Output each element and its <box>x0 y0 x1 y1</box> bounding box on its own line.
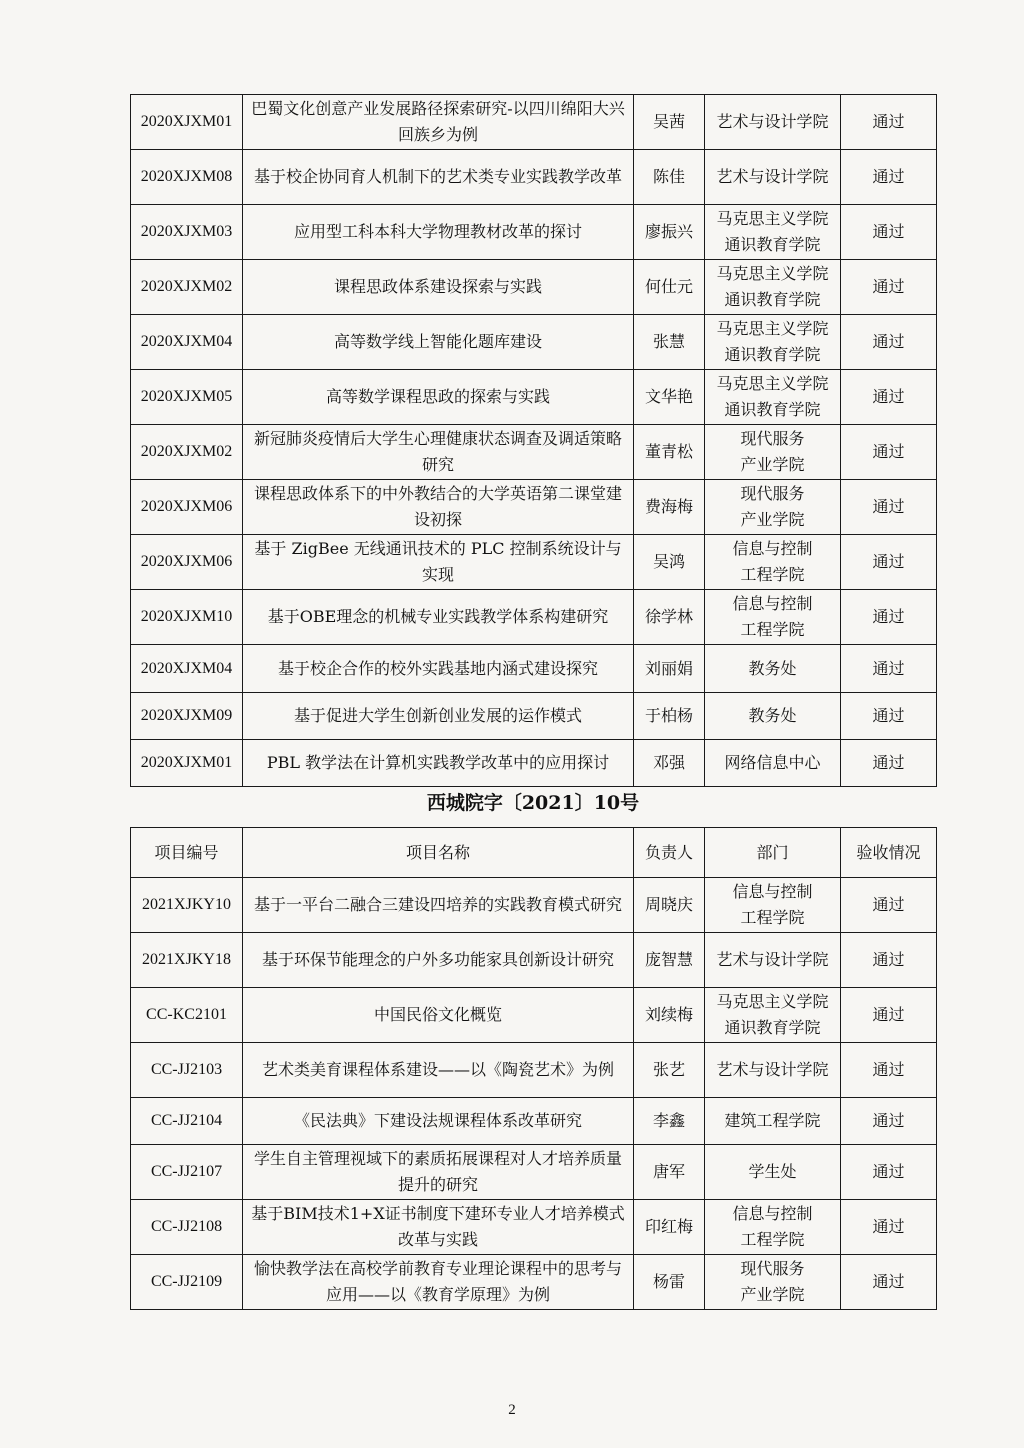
project-code: 2020XJXM03 <box>131 205 243 260</box>
department <box>705 645 841 693</box>
project-leader: 杨雷 <box>634 1255 705 1310</box>
acceptance-result: 通过 <box>841 370 937 425</box>
project-code: 2020XJXM01 <box>131 740 243 787</box>
header-dept: 部门 <box>705 828 841 878</box>
acceptance-result: 通过 <box>841 535 937 590</box>
department <box>705 740 841 787</box>
project-code: 2021XJKY10 <box>131 878 243 933</box>
project-leader: 张慧 <box>634 315 705 370</box>
project-name: 课程思政体系建设探索与实践 <box>243 260 634 315</box>
project-leader: 周晓庆 <box>634 878 705 933</box>
acceptance-result: 通过 <box>841 590 937 645</box>
project-name: 基于BIM技术1+X证书制度下建环专业人才培养模式改革与实践 <box>243 1200 634 1255</box>
department-line: 通识教育学院 <box>724 290 821 309</box>
project-leader: 吴鸿 <box>634 535 705 590</box>
project-name: 基于一平台二融合三建设四培养的实践教育模式研究 <box>243 878 634 933</box>
department-line: 通识教育学院 <box>724 345 821 364</box>
project-table-2020 <box>130 94 937 787</box>
acceptance-result: 通过 <box>841 260 937 315</box>
table-row <box>131 480 937 535</box>
acceptance-result: 通过 <box>841 95 937 150</box>
project-code: 2020XJXM09 <box>131 693 243 740</box>
project-name: 新冠肺炎疫情后大学生心理健康状态调查及调适策略研究 <box>243 425 634 480</box>
project-code: CC-JJ2107 <box>131 1145 243 1200</box>
department-line: 产业学院 <box>740 455 805 474</box>
department-line: 马克思主义学院 <box>716 374 829 393</box>
project-leader: 吴茜 <box>634 95 705 150</box>
department-line: 通识教育学院 <box>724 1018 821 1037</box>
acceptance-result: 通过 <box>841 205 937 260</box>
department <box>705 95 841 150</box>
table-row <box>131 535 937 590</box>
project-leader: 文华艳 <box>634 370 705 425</box>
department-line: 工程学院 <box>740 620 805 639</box>
acceptance-result: 通过 <box>841 1145 937 1200</box>
acceptance-result: 通过 <box>841 693 937 740</box>
project-table-2021 <box>130 827 937 1310</box>
department <box>705 1043 841 1098</box>
department <box>705 480 841 535</box>
acceptance-result: 通过 <box>841 933 937 988</box>
project-leader: 李鑫 <box>634 1098 705 1145</box>
department <box>705 590 841 645</box>
acceptance-result: 通过 <box>841 1255 937 1310</box>
department <box>705 205 841 260</box>
table-row <box>131 1098 937 1145</box>
department-line: 艺术与设计学院 <box>716 112 829 131</box>
department <box>705 933 841 988</box>
project-leader: 印红梅 <box>634 1200 705 1255</box>
project-name: 基于 ZigBee 无线通讯技术的 PLC 控制系统设计与实现 <box>243 535 634 590</box>
project-code: 2020XJXM04 <box>131 315 243 370</box>
project-name: 基于OBE理念的机械专业实践教学体系构建研究 <box>243 590 634 645</box>
department-line: 工程学院 <box>740 565 805 584</box>
acceptance-result: 通过 <box>841 878 937 933</box>
project-code: CC-JJ2103 <box>131 1043 243 1098</box>
header-code: 项目编号 <box>131 828 243 878</box>
department-line: 教务处 <box>748 706 797 725</box>
table-row <box>131 645 937 693</box>
department-line: 马克思主义学院 <box>716 264 829 283</box>
table-row <box>131 1145 937 1200</box>
department <box>705 150 841 205</box>
department-line: 网络信息中心 <box>724 753 821 772</box>
department-line: 现代服务 <box>740 484 805 503</box>
project-leader: 徐学林 <box>634 590 705 645</box>
table-row <box>131 315 937 370</box>
table-row <box>131 878 937 933</box>
department <box>705 1200 841 1255</box>
table-body <box>131 878 937 1310</box>
table-row <box>131 1200 937 1255</box>
department-line: 信息与控制 <box>732 1204 813 1223</box>
department-line: 产业学院 <box>740 510 805 529</box>
department-line: 学生处 <box>748 1162 797 1181</box>
project-code: 2020XJXM10 <box>131 590 243 645</box>
project-name: 基于校企合作的校外实践基地内涵式建设探究 <box>243 645 634 693</box>
project-code: CC-KC2101 <box>131 988 243 1043</box>
department-line: 现代服务 <box>740 429 805 448</box>
project-leader: 于柏杨 <box>634 693 705 740</box>
department-line: 马克思主义学院 <box>716 209 829 228</box>
project-code: 2021XJKY18 <box>131 933 243 988</box>
acceptance-result: 通过 <box>841 315 937 370</box>
table-row <box>131 988 937 1043</box>
department <box>705 988 841 1043</box>
project-code: 2020XJXM04 <box>131 645 243 693</box>
project-leader: 陈佳 <box>634 150 705 205</box>
department <box>705 370 841 425</box>
table-row <box>131 425 937 480</box>
table-row <box>131 933 937 988</box>
project-name: 基于环保节能理念的户外多功能家具创新设计研究 <box>243 933 634 988</box>
department <box>705 535 841 590</box>
acceptance-result: 通过 <box>841 988 937 1043</box>
table-row <box>131 1255 937 1310</box>
table-row <box>131 740 937 787</box>
department-line: 工程学院 <box>740 908 805 927</box>
acceptance-result: 通过 <box>841 1098 937 1145</box>
project-code: 2020XJXM05 <box>131 370 243 425</box>
acceptance-result: 通过 <box>841 1043 937 1098</box>
project-leader: 刘续梅 <box>634 988 705 1043</box>
department <box>705 1098 841 1145</box>
department-line: 信息与控制 <box>732 594 813 613</box>
project-code: CC-JJ2108 <box>131 1200 243 1255</box>
project-name: 高等数学课程思政的探索与实践 <box>243 370 634 425</box>
project-code: 2020XJXM06 <box>131 535 243 590</box>
department-line: 产业学院 <box>740 1285 805 1304</box>
table-row <box>131 260 937 315</box>
project-name: 艺术类美育课程体系建设——以《陶瓷艺术》为例 <box>243 1043 634 1098</box>
department-line: 通识教育学院 <box>724 235 821 254</box>
table-row <box>131 95 937 150</box>
project-name: PBL 教学法在计算机实践教学改革中的应用探讨 <box>243 740 634 787</box>
project-code: 2020XJXM01 <box>131 95 243 150</box>
department-line: 教务处 <box>748 658 797 678</box>
department-line: 现代服务 <box>740 1259 805 1278</box>
acceptance-result: 通过 <box>841 1200 937 1255</box>
header-name: 项目名称 <box>243 828 634 878</box>
project-leader: 庞智慧 <box>634 933 705 988</box>
table-row <box>131 205 937 260</box>
acceptance-result: 通过 <box>841 645 937 693</box>
project-code: CC-JJ2104 <box>131 1098 243 1145</box>
project-code: CC-JJ2109 <box>131 1255 243 1310</box>
department-line: 艺术与设计学院 <box>716 1060 829 1079</box>
project-name: 《民法典》下建设法规课程体系改革研究 <box>243 1098 634 1145</box>
project-leader: 费海梅 <box>634 480 705 535</box>
department-line: 信息与控制 <box>732 539 813 558</box>
project-name: 应用型工科本科大学物理教材改革的探讨 <box>243 205 634 260</box>
department-line: 艺术与设计学院 <box>716 167 829 186</box>
project-name: 课程思政体系下的中外教结合的大学英语第二课堂建设初探 <box>243 480 634 535</box>
project-code: 2020XJXM02 <box>131 425 243 480</box>
header-person: 负责人 <box>634 828 705 878</box>
table-row <box>131 370 937 425</box>
table-row <box>131 1043 937 1098</box>
project-leader: 刘丽娟 <box>634 645 705 693</box>
project-code: 2020XJXM08 <box>131 150 243 205</box>
department-line: 马克思主义学院 <box>716 992 829 1011</box>
section-title: 西城院字〔2021〕10号 <box>426 792 640 814</box>
project-leader: 邓强 <box>634 740 705 787</box>
department-line: 艺术与设计学院 <box>716 950 829 969</box>
acceptance-result: 通过 <box>841 150 937 205</box>
acceptance-result: 通过 <box>841 480 937 535</box>
department-line: 建筑工程学院 <box>724 1111 821 1130</box>
table-header-row <box>131 828 937 878</box>
project-leader: 何仕元 <box>634 260 705 315</box>
project-code: 2020XJXM06 <box>131 480 243 535</box>
project-name: 中国民俗文化概览 <box>243 988 634 1043</box>
project-name: 巴蜀文化创意产业发展路径探索研究-以四川绵阳大兴回族乡为例 <box>243 95 634 150</box>
project-name: 基于促进大学生创新创业发展的运作模式 <box>243 693 634 740</box>
table-row <box>131 150 937 205</box>
department <box>705 1255 841 1310</box>
project-leader: 廖振兴 <box>634 205 705 260</box>
project-leader: 董青松 <box>634 425 705 480</box>
department <box>705 693 841 740</box>
department <box>705 260 841 315</box>
department-line: 通识教育学院 <box>724 400 821 419</box>
project-leader: 唐军 <box>634 1145 705 1200</box>
acceptance-result: 通过 <box>841 425 937 480</box>
table-row <box>131 590 937 645</box>
project-name: 基于校企协同育人机制下的艺术类专业实践教学改革 <box>243 150 634 205</box>
project-name: 学生自主管理视域下的素质拓展课程对人才培养质量提升的研究 <box>243 1145 634 1200</box>
department <box>705 425 841 480</box>
project-name: 高等数学线上智能化题库建设 <box>243 315 634 370</box>
page-number: 2 <box>508 1402 516 1418</box>
project-code: 2020XJXM02 <box>131 260 243 315</box>
acceptance-result: 通过 <box>841 740 937 787</box>
table-row <box>131 693 937 740</box>
department-line: 信息与控制 <box>732 882 813 901</box>
department-line: 工程学院 <box>740 1230 805 1249</box>
table-body <box>131 95 937 787</box>
project-name: 愉快教学法在高校学前教育专业理论课程中的思考与应用——以《教育学原理》为例 <box>243 1255 634 1310</box>
department <box>705 315 841 370</box>
project-leader: 张艺 <box>634 1043 705 1098</box>
department-line: 马克思主义学院 <box>716 319 829 338</box>
header-result: 验收情况 <box>841 828 937 878</box>
department <box>705 878 841 933</box>
department <box>705 1145 841 1200</box>
